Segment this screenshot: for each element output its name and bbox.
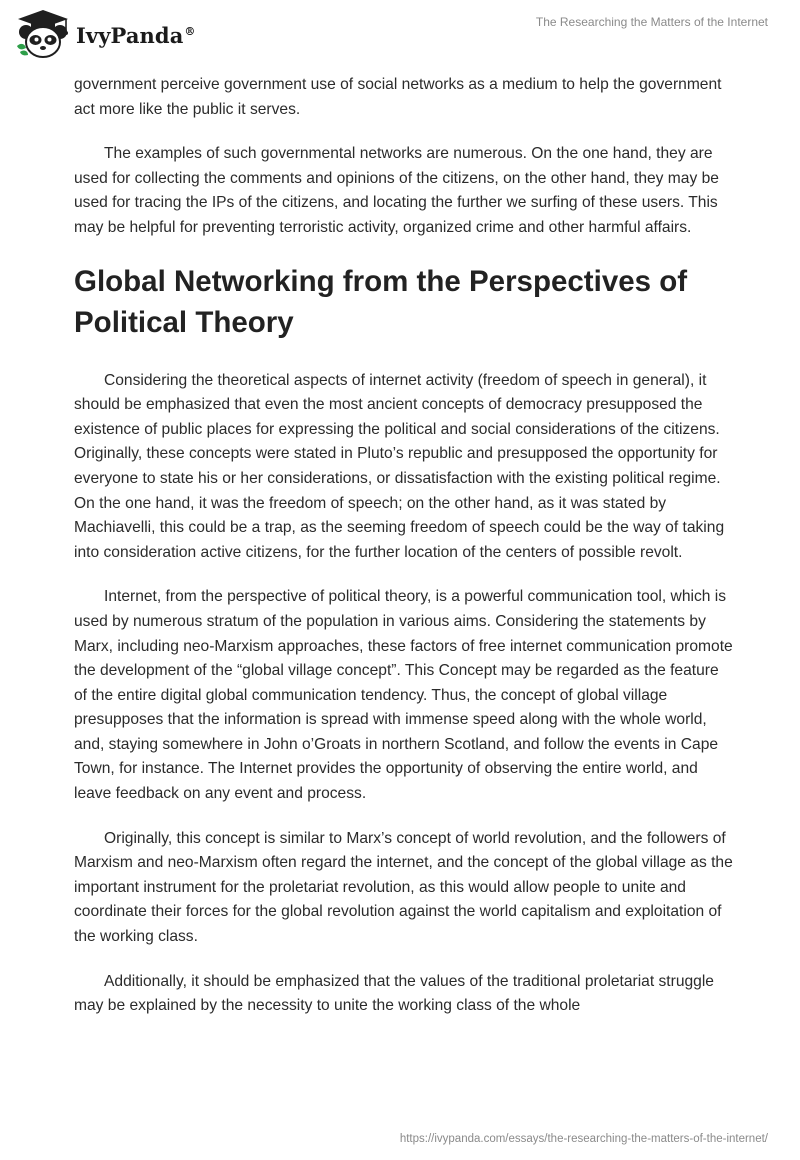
- section-heading: Global Networking from the Perspectives of Political Theory: [74, 264, 688, 339]
- page-header: [0, 0, 800, 66]
- paragraph: Originally, this concept is similar to Marx’s concept of world revolution, and the followers of Marxism and neo-Marxism often regard the internet, and the concept of the global village as the important instrument for the proletariat revolution, as this would allow people to unite and coordinate their forces for the global revolution against the world capitalism and exploitation of the working class.: [74, 829, 733, 946]
- essay-content: [74, 73, 734, 1039]
- brand-logo[interactable]: [14, 8, 196, 60]
- document-title: The Researching the Matters of the Internet: [535, 15, 768, 29]
- paragraph: The examples of such governmental networks are numerous. On the one hand, they are used for collecting the comments and opinions of the citizens, on the other hand, they may be used for tracing the IPs of the citizens, and locating the further we surfing of these users. This may be helpful for preventing terroristic activity, organized crime and other harmful affairs.: [74, 145, 719, 236]
- paragraph: Considering the theoretical aspects of internet activity (freedom of speech in general), it should be emphasized that even the most ancient concepts of democracy presupposed the existence of public places for expressing the political and social considerations of the citizens. Originally, these concepts were stated in Pluto’s republic and presupposed the opportunity for everyone to state his or her considerations, or dissatisfaction with the existing political regime. On the one hand, it was the freedom of speech; on the other hand, as it was stated by Machiavelli, this could be a trap, as the seeming freedom of speech could be the way of taking into consideration active citizens, for the further location of the centers of possible revolt.: [74, 371, 725, 561]
- paragraph: government perceive government use of social networks as a medium to help the government act more like the public it serves.: [74, 76, 722, 118]
- panda-graduate-icon: [14, 8, 72, 60]
- brand-name: IvyPanda®: [76, 22, 196, 48]
- paragraph: Internet, from the perspective of political theory, is a powerful communication tool, which is used by numerous stratum of the population in various aims. Considering the statements by Marx, including neo-Marxism approaches, these factors of free internet communication promote the development of the “global village concept”. This Concept may be regarded as the feature of the entire digital global communication tendency. Thus, the concept of global village presupposes that the information is spread with immense speed along with the whole world, and, staying somewhere in John o’Groats in northern Scotland, and follow the events in Cape Town, for instance. The Internet provides the opportunity of observing the entire world, and leave feedback on any event and process.: [74, 588, 733, 803]
- paragraph: Additionally, it should be emphasized that the values of the traditional proletariat struggle may be explained by the necessity to unite the working class of the whole: [74, 972, 714, 1015]
- registered-mark: ®: [184, 24, 196, 38]
- source-url-link[interactable]: https://ivypanda.com/essays/the-researching-the-matters-of-the-internet/: [399, 1133, 768, 1145]
